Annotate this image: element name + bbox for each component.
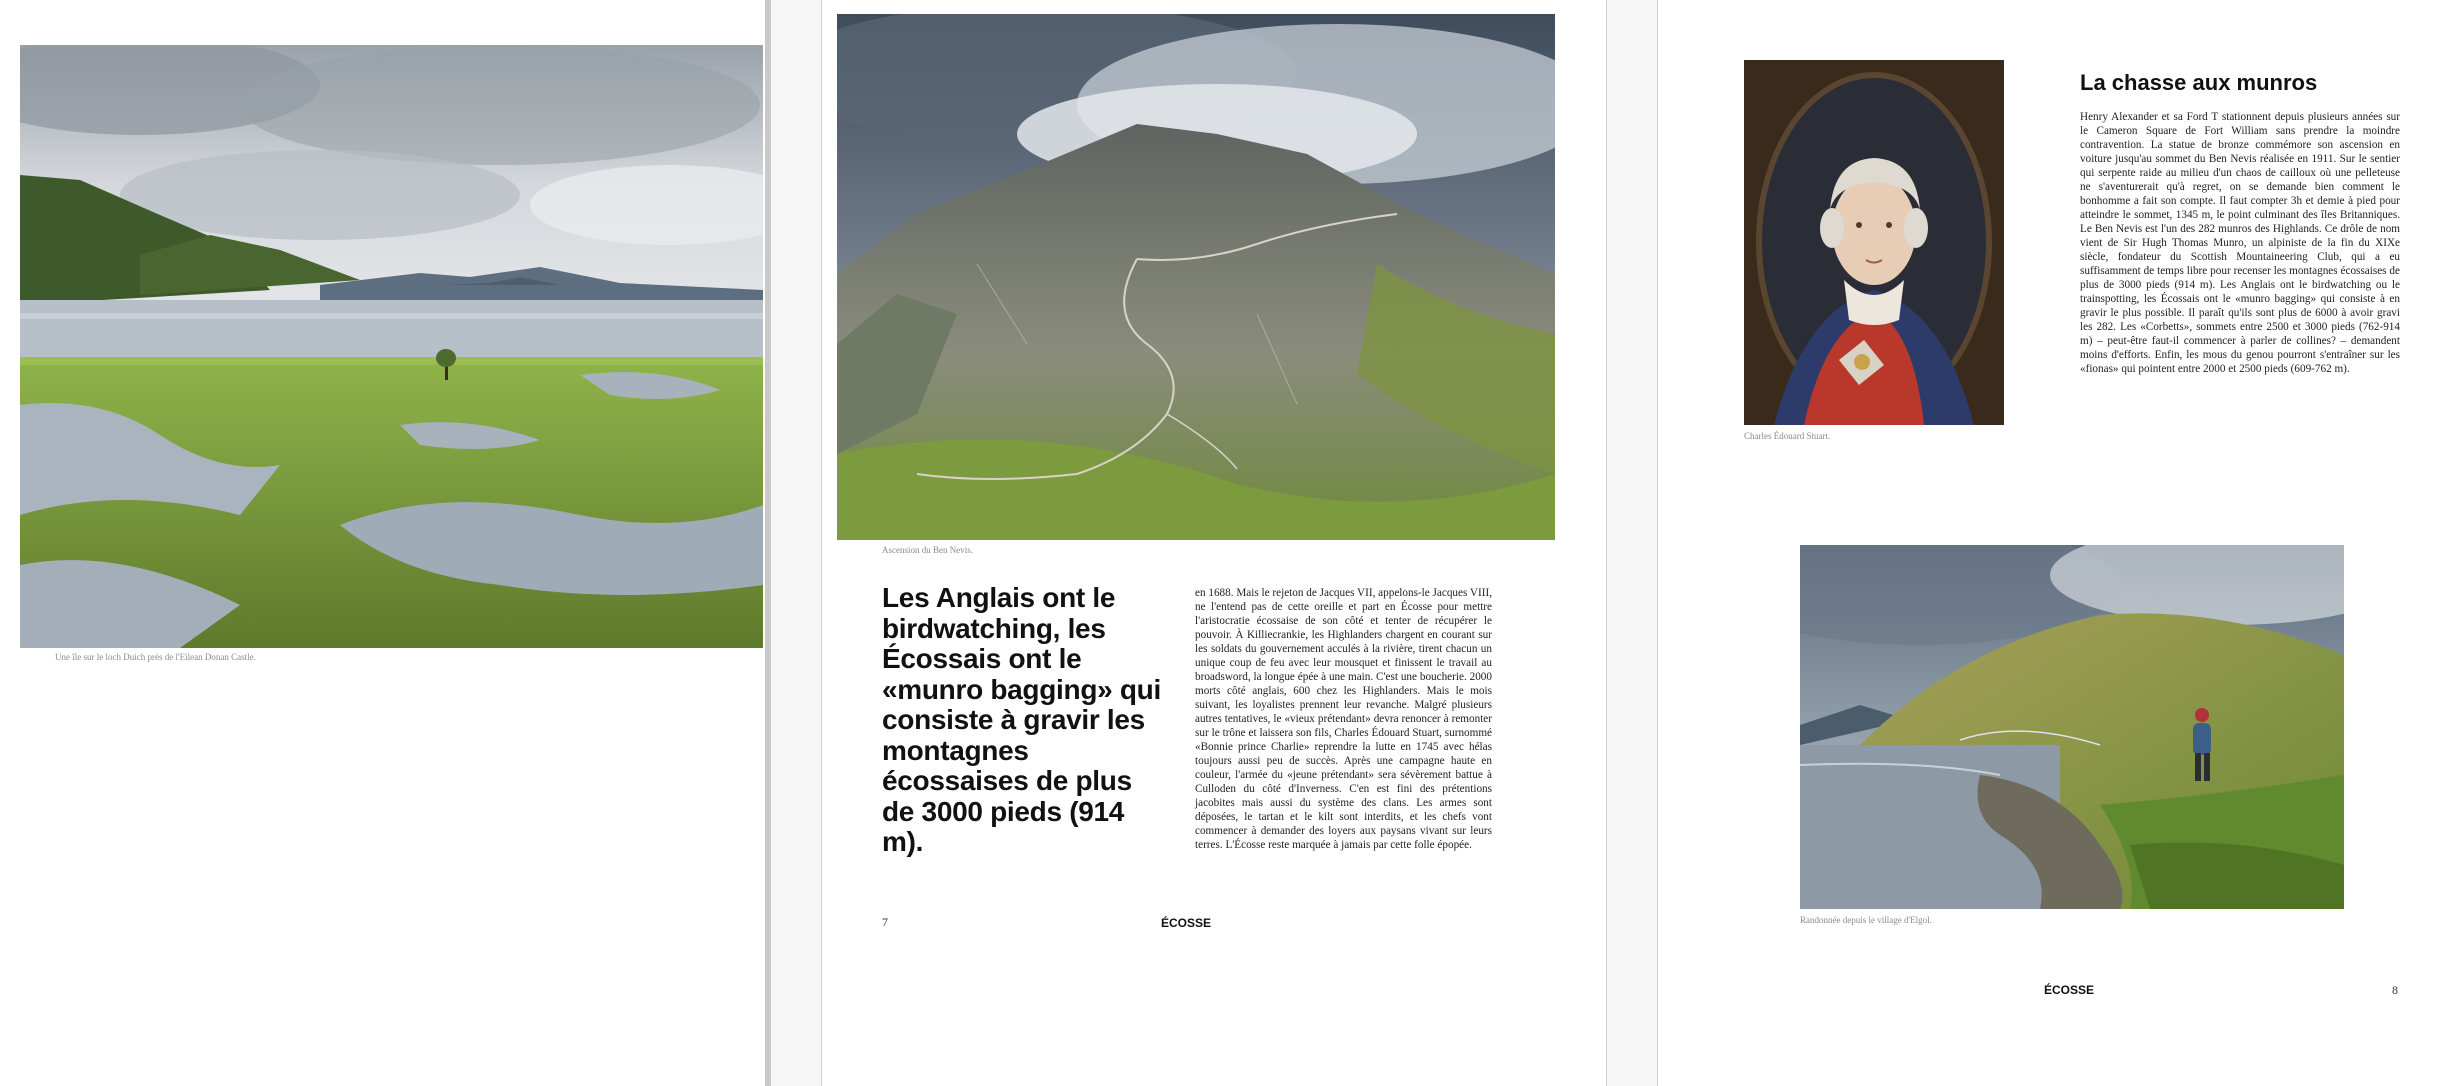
body-text: Henry Alexander et sa Ford T stationnent depuis plusieurs années sur le Cameron Square de Fort William sans prendre la moindre contravention. La statue de bronze commémore son ascension en voiture jusqu'au sommet du Ben Nevis réalisée en 1911. Sur le sentier qui serpente raide au milieu d'un chaos de cailloux où une pelleteuse ne s'aventurerait qu'à regret, on se demande bien comment le bonhomme a fait son compte. Il faut compter 3h et demie à pied pour atteindre le sommet, 1345 m, le point culminant des îles Britanniques. Le Ben Nevis est l'un des 282 munros des Highlands. Ce drôle de nom vient de Sir Hugh Thomas Munro, un alpiniste de la fin du XIXe siècle, fondateur du Scottish Mountaineering Club, qui a eu suffisamment de temps libre pour recenser les montagnes écossaises de plus de 3000 pieds (914 m). Les Anglais ont le birdwatching ou le trainspotting, les Écossais ont le «munro bagging» qui consiste à en gravir le plus possible. Il paraît qu'ils sont plus de 6000 à avoir gravi les 282. Les «Corbetts», sommets entre 2500 et 3000 pieds (762-914 m) – peut-être faut-il commencer à parler de collines? – demandent moins d'efforts. Enfin, les mous du genou pourront s'entraîner sur les «fionas» qui pointent entre 2000 et 2500 pieds (609-762 m). bbox=[2080, 111, 2400, 375]
running-title: ÉCOSSE bbox=[2044, 983, 2095, 997]
photo-caption: Randonnée depuis le village d'Elgol. bbox=[1800, 915, 1932, 925]
photo-ben-nevis bbox=[837, 14, 1555, 540]
photo-caption: Une île sur le loch Duich près de l'Eilean Donan Castle. bbox=[55, 652, 256, 662]
page-gutter-right bbox=[1607, 0, 1657, 1086]
body-text: en 1688. Mais le rejeton de Jacques VII, appelons-le Jacques VIII, ne l'entend pas de cette oreille et part en Écosse pour mettre l'aristocratie écossaise de son côté et tenter de récupérer le pouvoir. À Killiecrankie, les Highlanders chargent en courant sur les soldats du gouvernement acculés à la rivière, tirent chacun un unique coup de feu avec leur mousquet et finissent le travail au broadsword, la longue épée à une main. C'est une boucherie. 2000 morts côté anglais, 600 chez les Highlanders. Mais le mois suivant, les loyalistes prennent leur revanche. Malgré plusieurs autres tentatives, le «vieux prétendant» devra renoncer à remonter sur le trône et laissera son fils, Charles Édouard Stuart, surnommé «Bonnie prince Charlie» reprendre la lutte en 1745 avec hélas toujours aussi peu de succès. Après une campagne haute en couleur, l'armée du «jeune prétendant» sera sévèrement battue à Culloden du côté d'Inverness. C'en est fini des prétentions jacobites mais aussi du système des clans. Les armes sont déposées, le tartan et le kilt sont interdits, et les chefs vont commencer à demander des loyers aux paysans vivant sur leurs terres. L'Écosse reste marquée à jamais par cette folle épopée. bbox=[1195, 587, 1492, 851]
page-number: 8 bbox=[2392, 983, 2398, 997]
page-number: 7 bbox=[882, 915, 888, 929]
page-middle bbox=[822, 0, 1606, 1086]
page-left bbox=[0, 0, 765, 1086]
section-heading: La chasse aux munros bbox=[2080, 70, 2318, 95]
photo-caption: Ascension du Ben Nevis. bbox=[882, 545, 973, 555]
photo-elgol bbox=[1800, 545, 2344, 909]
pull-quote: Les Anglais ont le birdwatching, les Écossais ont le «munro bagging» qui consiste à gravir les montagnes écossaises de plus de 3000 pieds (914 m). bbox=[882, 582, 1161, 857]
running-title: ÉCOSSE bbox=[1161, 916, 1212, 930]
portrait-caption: Charles Édouard Stuart. bbox=[1744, 431, 1831, 441]
page-gutter-middle bbox=[771, 0, 821, 1086]
portrait-charles-edouard-stuart bbox=[1744, 60, 2004, 425]
page-right bbox=[1658, 0, 2442, 1086]
photo-loch-duich bbox=[20, 45, 763, 648]
